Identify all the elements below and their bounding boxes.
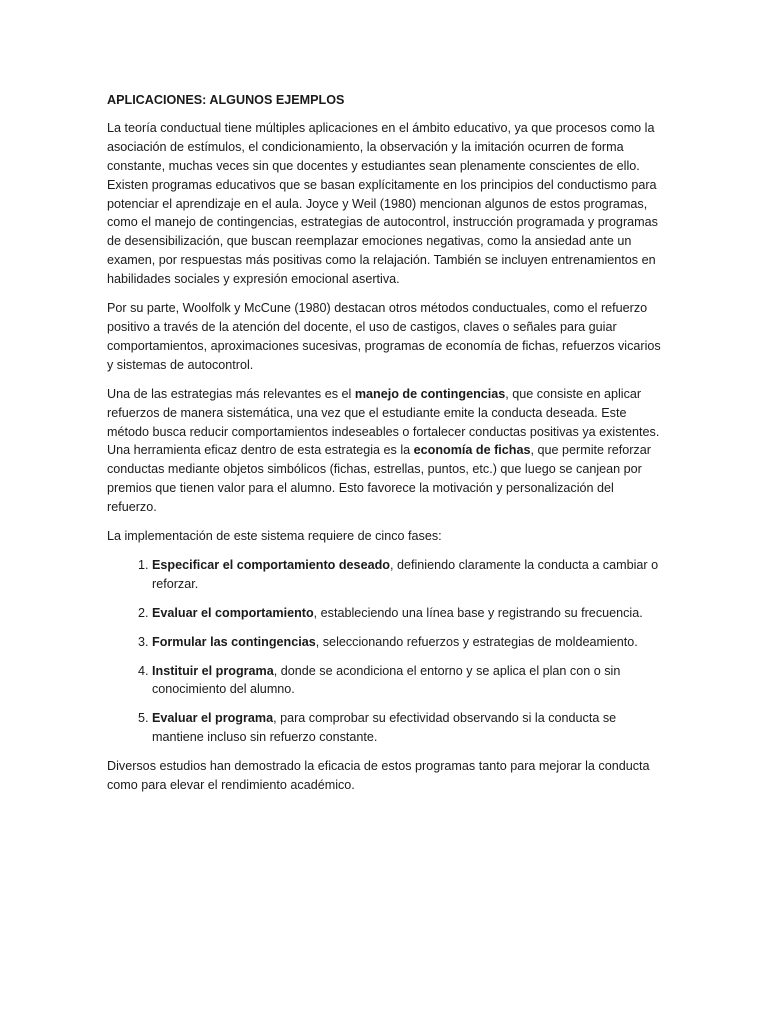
paragraph-text: Una de las estrategias más relevantes es el	[107, 386, 355, 401]
phase-description: , para comprobar su efectividad observando si la conducta se mantiene incluso sin refuerzo constante.	[152, 711, 617, 745]
paragraph-text: , que permite reforzar conductas mediante objetos simbólicos (fichas, estrellas, puntos, etc.) que luego se canjean por premios que tienen valor para el alumno. Esto favorece la motivación y personalización del refuerzo.	[107, 443, 651, 515]
list-item	[152, 633, 663, 652]
phase-title: Formular las contingencias	[152, 634, 316, 649]
phase-description: , seleccionando refuerzos y estrategias de moldeamiento.	[315, 634, 638, 649]
paragraph-woolfolk: Por su parte, Woolfolk y McCune (1980) destacan otros métodos conductuales, como el refuerzo positivo a través de la atención del docente, el uso de castigos, claves o señales para guiar comportamientos, aproximaciones sucesivas, programas de economía de fichas, refuerzos vicarios y sistemas de autocontrol.	[107, 301, 661, 372]
bold-term: economía de fichas	[413, 443, 531, 458]
list-item	[152, 556, 663, 594]
phase-description: , definiendo claramente la conducta a cambiar o reforzar.	[152, 557, 659, 591]
paragraph-intro: La teoría conductual tiene múltiples aplicaciones en el ámbito educativo, ya que procesos como la asociación de estímulos, el condicionamiento, la observación y la imitación ocurren de forma constante, muchas veces sin que docentes y estudiantes sean plenamente conscientes de ello. Existen programas educativos que se basan explícitamente en los principios del conductismo para potenciar el aprendizaje en el aula. Joyce y Weil (1980) mencionan algunos de estos programas, como el manejo de contingencias, estrategias de autocontrol, instrucción programada y programas de desensibilización, que buscan reemplazar emociones negativas, como la ansiedad ante un examen, por respuestas más positivas como la relajación. También se incluyen entrenamientos en habilidades sociales y expresión emocional asertiva.	[107, 120, 658, 287]
phase-title: Evaluar el comportamiento	[152, 605, 314, 620]
paragraph-conclusion: Diversos estudios han demostrado la eficacia de estos programas tanto para mejorar la conducta como para elevar el rendimiento académico.	[107, 759, 650, 793]
list-item	[152, 604, 663, 623]
phase-title: Instituir el programa	[152, 663, 274, 678]
phase-description: , donde se acondiciona el entorno y se aplica el plan con o sin conocimiento del alumno.	[152, 663, 621, 697]
bold-term: manejo de contingencias	[354, 386, 506, 401]
list-item	[152, 709, 663, 747]
phase-title: Especificar el comportamiento deseado	[152, 557, 390, 572]
phase-description: , estableciendo una línea base y registrando su frecuencia.	[313, 605, 643, 620]
paragraph-text: , que consiste en aplicar refuerzos de manera sistemática, una vez que el estudiante emite la conducta deseada. Este método busca reducir comportamientos indeseables o fortalecer conductas positivas ya existentes. Una herramienta eficaz dentro de esta estrategia es la	[107, 386, 660, 458]
document-page	[107, 91, 663, 805]
list-item	[152, 662, 663, 700]
phases-list	[107, 556, 663, 747]
paragraph-phases-intro: La implementación de este sistema requiere de cinco fases:	[107, 529, 442, 544]
phase-title: Evaluar el programa	[152, 711, 274, 726]
section-heading: APLICACIONES: ALGUNOS EJEMPLOS	[107, 93, 345, 107]
paragraph-contingencias	[107, 385, 663, 517]
